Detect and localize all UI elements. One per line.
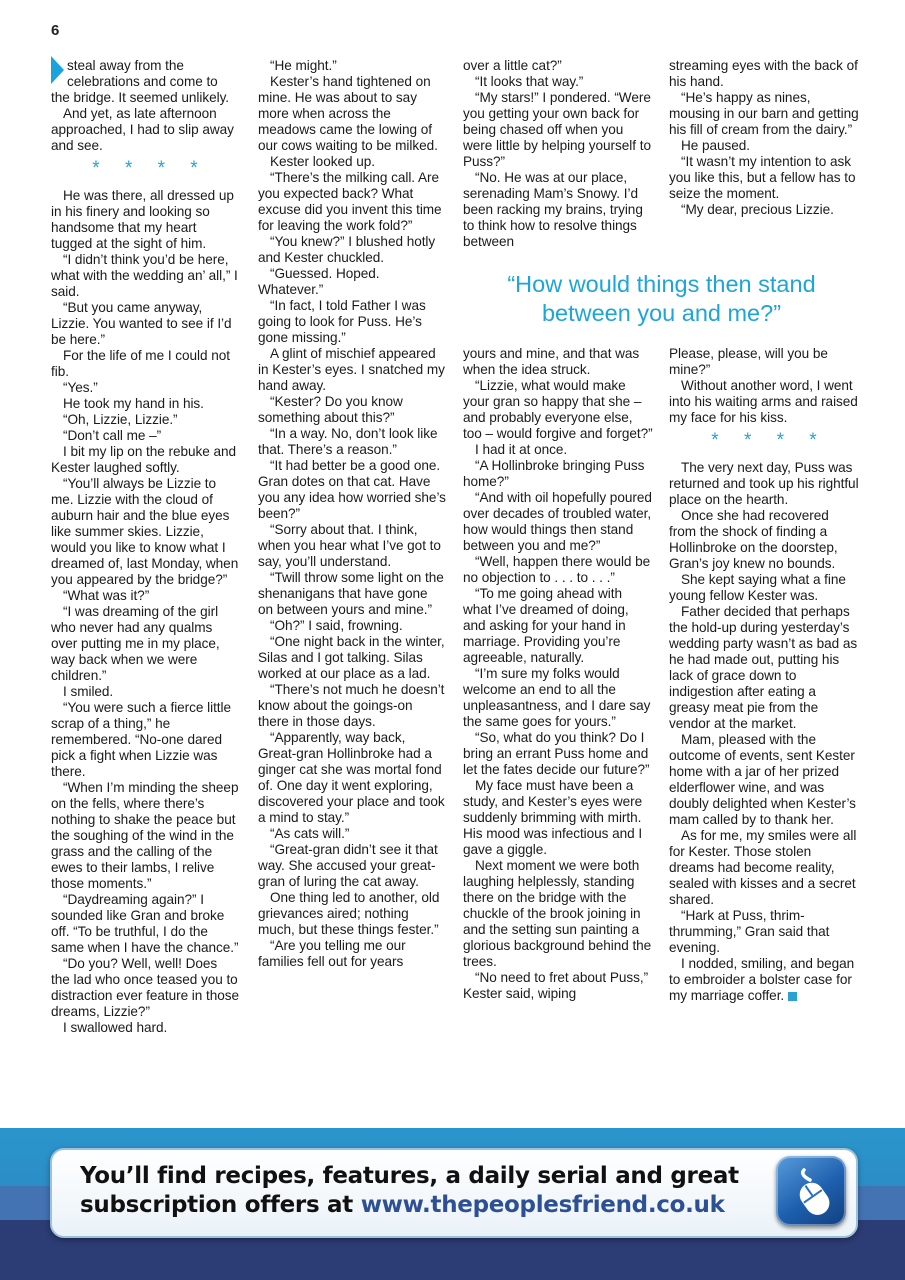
section-separator-2: * * * * xyxy=(711,430,827,451)
paragraph: Father decided that perhaps the hold-up during yesterday’s wedding party wasn’t as bad as he had made out, putting his lack of grace down to indigestion after eating a greasy meat pie from the vendor at the market. xyxy=(669,604,858,731)
paragraph: For the life of me I could not fib. xyxy=(51,348,230,379)
paragraph: “Oh?” I said, frowning. xyxy=(270,618,403,633)
paragraph: “But you came anyway, Lizzie. You wanted to see if I’d be here.” xyxy=(51,300,232,347)
col2-text xyxy=(258,58,446,970)
paragraph: He was there, all dressed up in his finery and looking so handsome that my heart tugged at the sight of him. xyxy=(51,188,234,251)
story-start-marker-icon xyxy=(51,56,64,84)
paragraph: “Kester? Do you know something about this?” xyxy=(258,394,403,425)
paragraph: I smiled. xyxy=(63,684,114,699)
paragraph: I swallowed hard. xyxy=(63,1020,168,1035)
paragraph: “A Hollinbroke bringing Puss home?” xyxy=(463,458,645,489)
page-number: 6 xyxy=(51,22,60,39)
col4-bottom-main xyxy=(669,460,859,1004)
section-separator: * * * * xyxy=(92,158,208,179)
paragraph: “Yes.” xyxy=(63,380,98,395)
paragraph: “You were such a fierce little scrap of a thing,” he remembered. “No-one dared pick a fight when Lizzie was there. xyxy=(51,700,232,779)
paragraph: steal away from the celebrations and come to the bridge. It seemed unlikely. xyxy=(51,58,230,105)
paragraph: “So, what do you think? Do I bring an errant Puss home and let the fates decide our future?” xyxy=(463,730,650,777)
paragraph: Please, please, will you be mine?” xyxy=(669,346,828,377)
paragraph: “I was dreaming of the girl who never had any qualms over putting me in my place, way back when we were children.” xyxy=(51,604,220,683)
paragraph: “Well, happen there would be no objection to . . . to . . .” xyxy=(463,554,651,585)
paragraph: “Lizzie, what would make your gran so happy that she – and probably everyone else, too – would forgive and forget?” xyxy=(463,378,653,441)
article-column-3-top xyxy=(463,58,653,250)
paragraph: Without another word, I went into his waiting arms and raised my face for his kiss. xyxy=(669,378,858,425)
paragraph: “In fact, I told Father I was going to look for Puss. He’s gone missing.” xyxy=(258,298,426,345)
article-column-4-top xyxy=(669,58,859,218)
pull-quote: “How would things then stand between you and me?” xyxy=(507,271,816,326)
paragraph: “Sorry about that. I think, when you hear what I’ve got to say, you’ll understand. xyxy=(258,522,441,569)
paragraph: over a little cat?” xyxy=(463,58,562,73)
paragraph: “Oh, Lizzie, Lizzie.” xyxy=(63,412,178,427)
paragraph: As for me, my smiles were all for Kester. Those stolen dreams had become reality, sealed with kisses and a secret shared. xyxy=(669,828,857,907)
paragraph: “In a way. No, don’t look like that. There’s a reason.” xyxy=(258,426,438,457)
paragraph: “My dear, precious Lizzie. xyxy=(681,202,834,217)
paragraph: One thing led to another, old grievances aired; nothing much, but these things fester.” xyxy=(258,890,440,937)
paragraph: “I didn’t think you’d be here, what with the wedding an’ all,” I said. xyxy=(51,252,238,299)
article-column-4-bottom xyxy=(669,346,859,1004)
paragraph: Kester’s hand tightened on mine. He was about to say more when across the meadows came the lowing of our cows waiting to be milked. xyxy=(258,74,438,153)
paragraph: “He might.” xyxy=(270,58,337,73)
col4-top-text xyxy=(669,58,859,218)
paragraph: “Don’t call me –” xyxy=(63,428,162,443)
paragraph: yours and mine, and that was when the idea struck. xyxy=(463,346,640,377)
paragraph: Once she had recovered from the shock of finding a Hollinbroke on the doorstep, Gran’s joy knew no bounds. xyxy=(669,508,838,571)
promo-text xyxy=(80,1162,760,1220)
paragraph: “Hark at Puss, thrim-thrumming,” Gran said that evening. xyxy=(669,908,830,955)
promo-banner xyxy=(50,1148,858,1238)
col1-main xyxy=(51,188,239,1036)
paragraph: “When I’m minding the sheep on the fells, where there’s nothing to shake the peace but the soughing of the wind in the grass and the calling of the ewes to their lambs, I relive those moments.” xyxy=(51,780,239,891)
paragraph: And yet, as late afternoon approached, I had to slip away and see. xyxy=(51,106,234,153)
paragraph: “And with oil hopefully poured over decades of troubled water, how would things then stand between you and me?” xyxy=(463,490,652,553)
paragraph: He took my hand in his. xyxy=(63,396,204,411)
col1-intro xyxy=(51,58,239,154)
paragraph: “It wasn’t my intention to ask you like this, but a fellow has to seize the moment. xyxy=(669,154,856,201)
paragraph: “It had better be a good one. Gran dotes on that cat. Have you any idea how worried she’s been?” xyxy=(258,458,446,521)
paragraph: “What was it?” xyxy=(63,588,150,603)
paragraph: “You’ll always be Lizzie to me. Lizzie with the cloud of auburn hair and the blue eyes like summer skies. Lizzie, would you like to know what I dreamed of, last Monday, when you appeared by the bridge?” xyxy=(51,476,239,587)
col3-bottom-text xyxy=(463,346,653,1002)
col3-top-text xyxy=(463,58,653,250)
paragraph: He paused. xyxy=(681,138,751,153)
paragraph: Kester looked up. xyxy=(270,154,375,169)
paragraph: “Are you telling me our families fell out for years xyxy=(258,938,406,969)
story-end-marker-icon xyxy=(788,992,797,1001)
paragraph: I had it at once. xyxy=(475,442,568,457)
paragraph: “No need to fret about Puss,” Kester said, wiping xyxy=(463,970,649,1001)
paragraph: She kept saying what a fine young fellow Kester was. xyxy=(669,572,846,603)
paragraph: “There’s the milking call. Are you expected back? What excuse did you invent this time for leaving the work fold?” xyxy=(258,170,442,233)
paragraph: My face must have been a study, and Kester’s eyes were suddenly brimming with mirth. His mood was infectious and I gave a giggle. xyxy=(463,778,643,857)
paragraph: “Guessed. Hoped. Whatever.” xyxy=(258,266,380,297)
paragraph: “One night back in the winter, Silas and I got talking. Silas worked at our place as a lad. xyxy=(258,634,445,681)
paragraph: Mam, pleased with the outcome of events, sent Kester home with a jar of her prized elderflower wine, and was doubly delighted when Kester’s mam called by to thank her. xyxy=(669,732,856,827)
paragraph: I bit my lip on the rebuke and Kester laughed softly. xyxy=(51,444,237,475)
paragraph: A glint of mischief appeared in Kester’s eyes. I snatched my hand away. xyxy=(258,346,445,393)
paragraph: Next moment we were both laughing helplessly, standing there on the bridge with the chuckle of the brook joining in and the setting sun painting a glorious background behind the trees. xyxy=(463,858,652,969)
promo-line-2-prefix: subscription offers at xyxy=(80,1192,361,1218)
paragraph: “There’s not much he doesn’t know about the goings-on there in those days. xyxy=(258,682,445,729)
paragraph: streaming eyes with the back of his hand. xyxy=(669,58,858,89)
paragraph: “As cats will.” xyxy=(270,826,350,841)
paragraph: “Twill throw some light on the shenanigans that have gone on between yours and mine.” xyxy=(258,570,444,617)
paragraph: “I’m sure my folks would welcome an end to all the unpleasantness, and I dare say the same goes for yours.” xyxy=(463,666,651,729)
paragraph: “He’s happy as nines, mousing in our barn and getting his fill of cream from the dairy.” xyxy=(669,90,859,137)
promo-line-1: You’ll find recipes, features, a daily serial and great xyxy=(80,1163,739,1189)
paragraph: “Do you? Well, well! Does the lad who once teased you to distraction ever feature in those dreams, Lizzie?” xyxy=(51,956,240,1019)
paragraph: “It looks that way.” xyxy=(475,74,584,89)
paragraph: “No. He was at our place, serenading Mam’s Snowy. I’d been racking my brains, trying to think how to resolve things between xyxy=(463,170,643,249)
article-column-2 xyxy=(258,58,446,970)
computer-mouse-icon[interactable] xyxy=(776,1156,846,1226)
promo-url-link[interactable]: www.thepeoplesfriend.co.uk xyxy=(360,1192,725,1218)
paragraph: “Apparently, way back, Great-gran Hollinbroke had a ginger cat she was mortal fond of. One day it went exploring, discovered your place and took a mind to stay.” xyxy=(258,730,445,825)
article-column-3-bottom xyxy=(463,346,653,1002)
paragraph: “Daydreaming again?” I sounded like Gran and broke off. “To be truthful, I do the same when I have the chance.” xyxy=(51,892,239,955)
paragraph: “You knew?” I blushed hotly and Kester chuckled. xyxy=(258,234,436,265)
paragraph: The very next day, Puss was returned and took up his rightful place on the hearth. xyxy=(669,460,859,507)
paragraph: “My stars!” I pondered. “Were you getting your own back for being chased off when you were little by helping yourself to Puss?” xyxy=(463,90,651,169)
col4-bottom-intro xyxy=(669,346,859,426)
paragraph: “To me going ahead with what I’ve dreamed of doing, and asking for your hand in marriage. Providing you’re agreeable, naturally. xyxy=(463,586,629,665)
paragraph: “Great-gran didn’t see it that way. She accused your great-gran of luring the cat away. xyxy=(258,842,438,889)
article-column-1 xyxy=(51,58,239,1036)
computer-mouse-icon-graphic xyxy=(776,1156,846,1226)
paragraph: I nodded, smiling, and began to embroider a bolster case for my marriage coffer. xyxy=(669,956,855,1003)
